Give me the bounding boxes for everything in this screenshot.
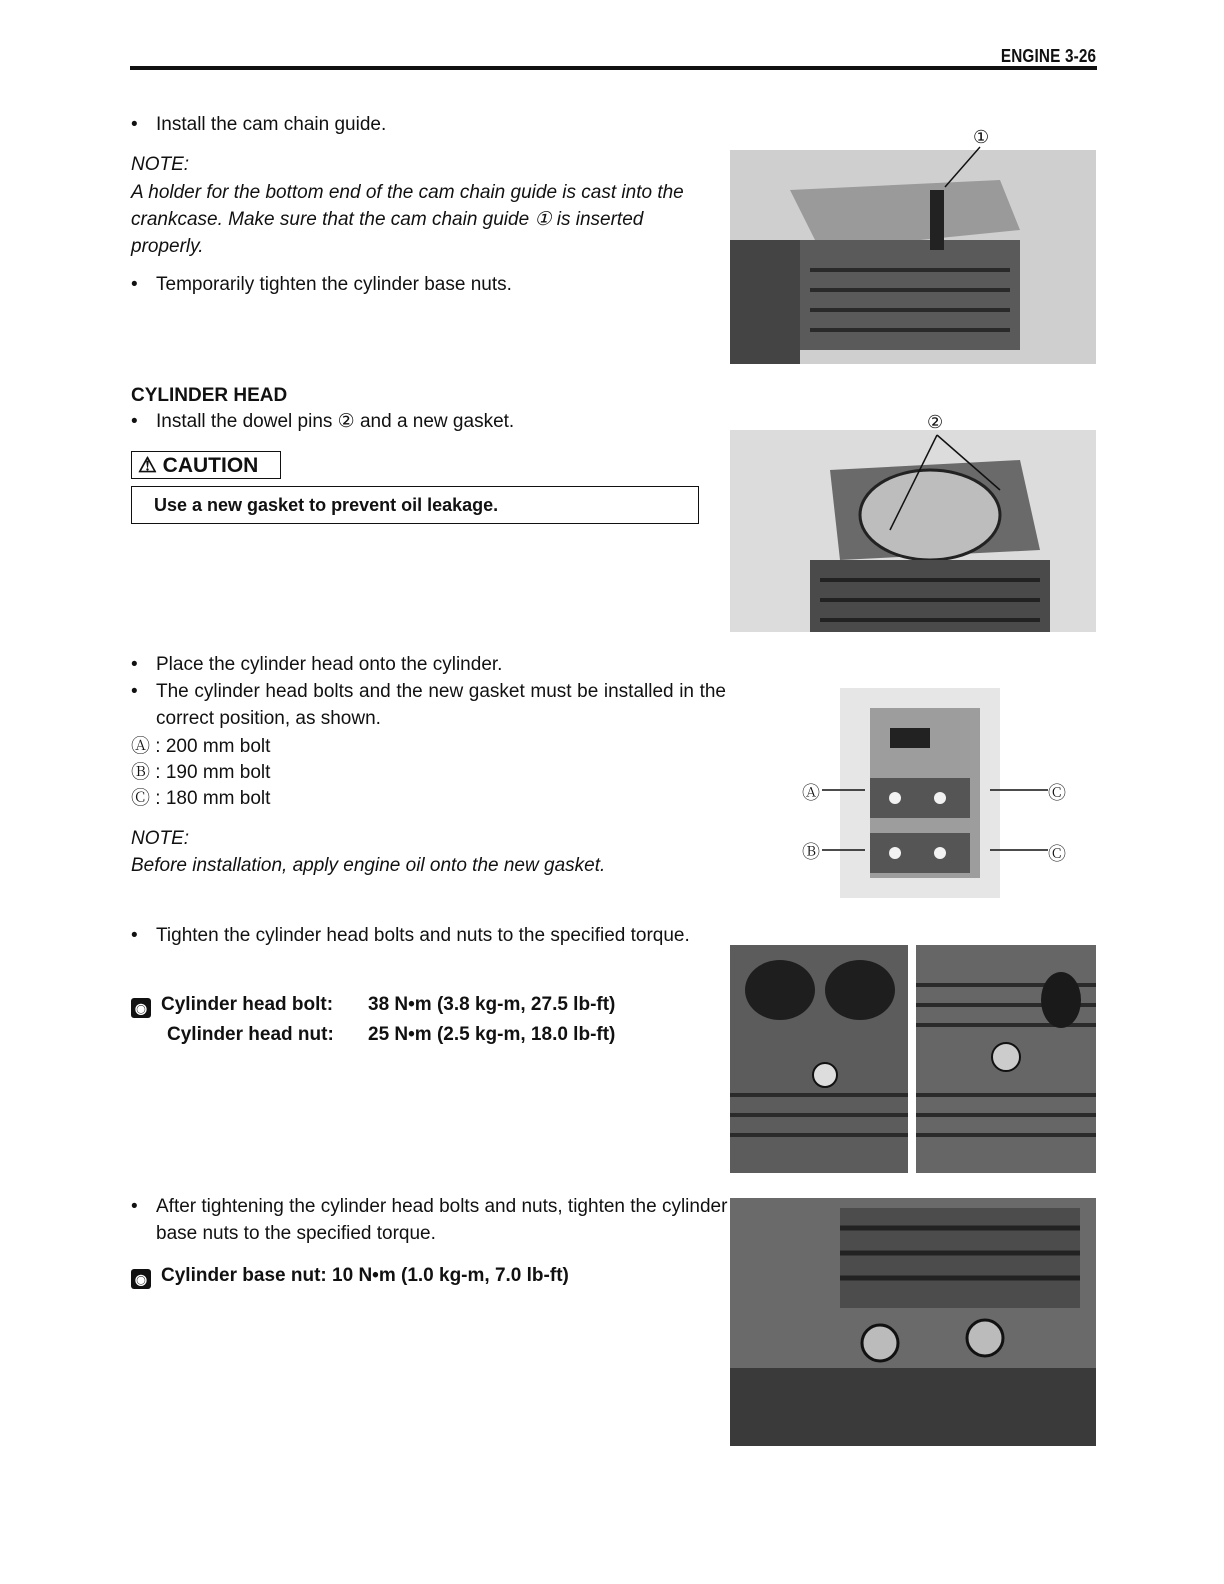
bolt-spec-b: Ⓑ : 190 mm bolt: [131, 762, 271, 783]
torque-value-head-nut: 25 N•m (2.5 kg-m, 18.0 lb-ft): [368, 1024, 616, 1045]
bolt-spec-a: Ⓐ : 200 mm bolt: [131, 736, 271, 757]
instruction-tighten-base-nuts: • Temporarily tighten the cylinder base nuts.: [131, 271, 726, 298]
figure-head-bolts-right-photo: [916, 945, 1096, 1173]
page-header-title: ENGINE 3-26: [1000, 46, 1096, 66]
torque-value-head-bolt: 38 N•m (3.8 kg-m, 27.5 lb-ft): [368, 994, 616, 1015]
instruction-place-head: • Place the cylinder head onto the cylinder.: [131, 651, 726, 678]
caution-text: Use a new gasket to prevent oil leakage.: [131, 486, 699, 524]
section-heading-cylinder-head: CYLINDER HEAD: [131, 385, 288, 406]
torque-spec-base-nut: ◉ Cylinder base nut: 10 N•m (1.0 kg-m, 7.0 lb-ft): [131, 1262, 569, 1289]
callout-b: Ⓑ: [802, 842, 820, 862]
instruction-tighten-base-nuts-final: • After tightening the cylinder head bolts and nuts, tighten the cylinder base nuts to the specified torque.: [131, 1193, 728, 1247]
instruction-bolt-positions: • The cylinder head bolts and the new gasket must be installed in the correct position, as shown.: [131, 678, 726, 732]
torque-spec-head-nut: Cylinder head nut:: [167, 1024, 334, 1045]
callout-2: ②: [927, 412, 944, 432]
callout-c-upper: Ⓒ: [1048, 783, 1066, 803]
torque-wrench-icon: ◉: [131, 998, 151, 1018]
callout-c-lower: Ⓒ: [1048, 844, 1066, 864]
callout-2-leaders: [880, 430, 1010, 540]
instruction-tighten-head-bolts: • Tighten the cylinder head bolts and nuts to the specified torque.: [131, 922, 726, 949]
callout-abc-leaders: [820, 780, 1050, 860]
caution-label: ⚠ CAUTION: [131, 451, 281, 479]
note-apply-oil: Before installation, apply engine oil onto the new gasket.: [131, 855, 606, 876]
figure-base-nuts-photo: [730, 1198, 1096, 1446]
bolt-spec-c: Ⓒ : 180 mm bolt: [131, 788, 271, 809]
note-cam-chain-guide: A holder for the bottom end of the cam chain guide is cast into the crankcase. Make sure that the cam chain guide ① is inserted properly.: [131, 182, 684, 257]
torque-spec-head-bolt: ◉ Cylinder head bolt:: [131, 991, 333, 1018]
figure-cam-chain-guide-photo: [730, 150, 1096, 364]
header-rule: [130, 66, 1097, 70]
instruction-install-cam-chain-guide: • Install the cam chain guide.: [131, 111, 726, 138]
figure-head-bolts-left-photo: [730, 945, 908, 1173]
torque-wrench-icon: ◉: [131, 1269, 151, 1289]
instruction-install-dowel-pins: • Install the dowel pins ② and a new gasket.: [131, 408, 726, 435]
callout-1: ①: [973, 127, 990, 147]
note-label: NOTE:: [131, 154, 190, 175]
callout-a: Ⓐ: [802, 783, 820, 803]
note-label-2: NOTE:: [131, 828, 190, 849]
callout-1-leader: [940, 145, 985, 190]
